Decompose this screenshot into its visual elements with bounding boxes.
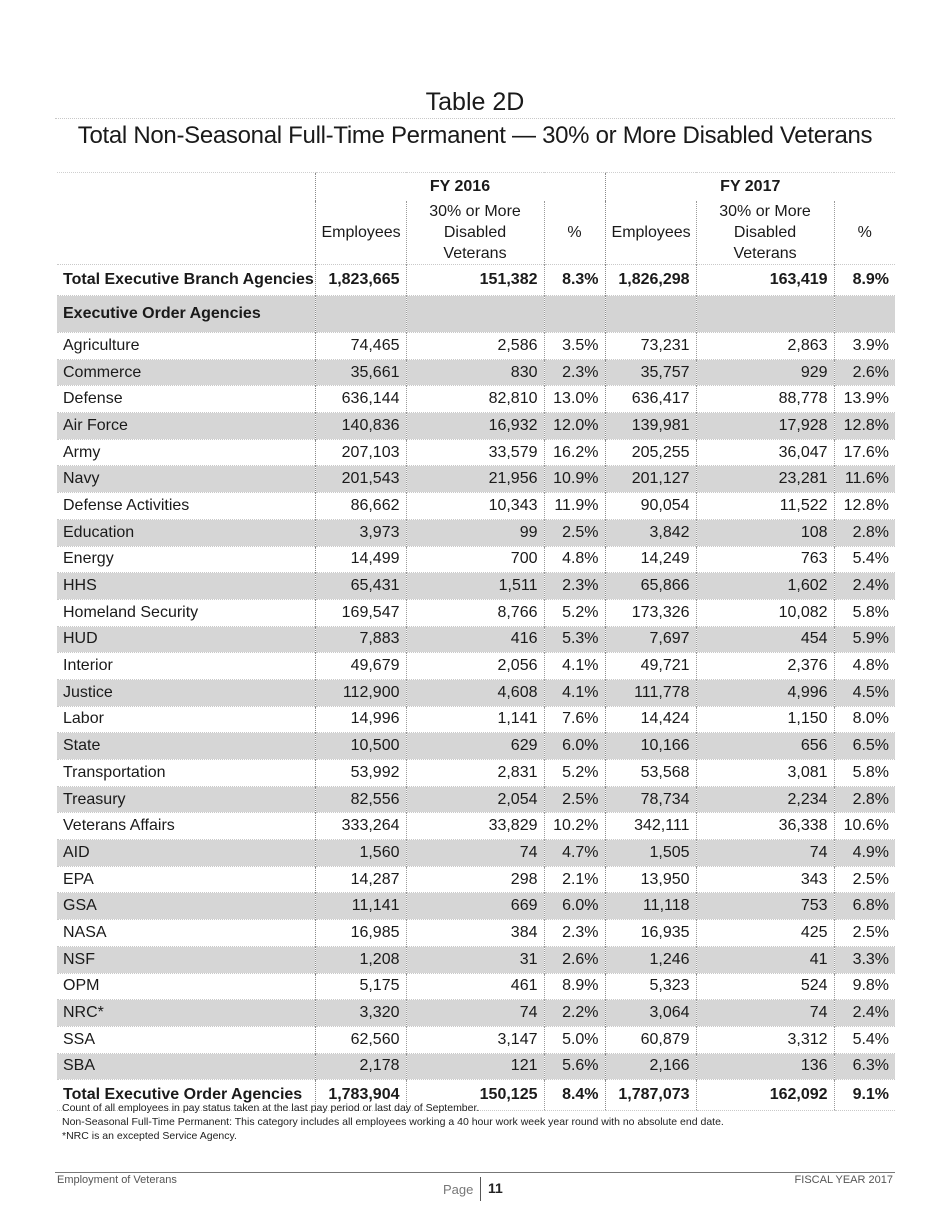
section-header-row: [57, 296, 895, 333]
fy2016-disabled-cell: 1,511: [406, 573, 544, 600]
fy2016-pct-cell: 2.3%: [544, 573, 605, 600]
fy2017-employees-cell: 636,417: [605, 386, 696, 413]
agency-name: Labor: [57, 706, 315, 733]
table-row: [57, 413, 895, 440]
fy2016-employees-cell: 201,543: [315, 466, 406, 493]
total-branch-fy2016-employees: 1,823,665: [315, 265, 406, 296]
total-branch-fy2016-pct: 8.3%: [544, 265, 605, 296]
fy2016-disabled-cell: 33,579: [406, 439, 544, 466]
fy2016-employees-cell: 14,996: [315, 706, 406, 733]
agency-name: Navy: [57, 466, 315, 493]
agency-name: Justice: [57, 679, 315, 706]
table-row: [57, 786, 895, 813]
agency-name: EPA: [57, 866, 315, 893]
fy2016-employees-cell: 14,499: [315, 546, 406, 573]
total-order-fy2016-pct: 8.4%: [544, 1080, 605, 1111]
fy2017-employees-cell: 5,323: [605, 973, 696, 1000]
blank-cell: [605, 296, 696, 333]
fy2017-disabled-cell: 656: [696, 733, 834, 760]
table-row: [57, 679, 895, 706]
fy2017-pct-cell: 2.8%: [834, 786, 895, 813]
fy2016-disabled-cell: 2,054: [406, 786, 544, 813]
fy2016-disabled-cell: 3,147: [406, 1026, 544, 1053]
fy2016-pct-header: %: [544, 201, 605, 265]
agency-name: Commerce: [57, 359, 315, 386]
fy2016-employees-cell: 7,883: [315, 626, 406, 653]
agency-name: Defense: [57, 386, 315, 413]
footnote: Count of all employees in pay status taken at the last pay period or last day of September.: [62, 1102, 480, 1114]
fy2017-pct-cell: 10.6%: [834, 813, 895, 840]
fy2016-disabled-cell: 1,141: [406, 706, 544, 733]
table-row: [57, 1000, 895, 1027]
column-header-row: [57, 201, 895, 265]
fy2017-employees-cell: 73,231: [605, 333, 696, 360]
footnote: Non-Seasonal Full-Time Permanent: This category includes all employees working a 40 hour work week year round with no absolute end date.: [62, 1116, 724, 1128]
fy2016-pct-cell: 2.1%: [544, 866, 605, 893]
fy2017-pct-cell: 4.5%: [834, 679, 895, 706]
fy2016-pct-cell: 3.5%: [544, 333, 605, 360]
fy2017-employees-cell: 49,721: [605, 653, 696, 680]
agency-name: NSF: [57, 946, 315, 973]
fy2016-pct-cell: 2.5%: [544, 786, 605, 813]
table-row: [57, 626, 895, 653]
fy2017-pct-cell: 2.4%: [834, 573, 895, 600]
fy2016-employees-cell: 1,560: [315, 840, 406, 867]
fy2016-disabled-cell: 121: [406, 1053, 544, 1080]
fy2017-employees-cell: 7,697: [605, 626, 696, 653]
fy2017-disabled-cell: 763: [696, 546, 834, 573]
table-row: [57, 386, 895, 413]
table-row: [57, 946, 895, 973]
fy2017-disabled-cell: 343: [696, 866, 834, 893]
fy2016-pct-cell: 2.6%: [544, 946, 605, 973]
agency-name: OPM: [57, 973, 315, 1000]
fy2017-disabled-cell: 88,778: [696, 386, 834, 413]
fy2016-disabled-header: 30% or More Disabled Veterans: [406, 201, 544, 265]
fy2016-employees-cell: 65,431: [315, 573, 406, 600]
fy2017-disabled-cell: 3,081: [696, 760, 834, 787]
fy2017-header: FY 2017: [605, 173, 895, 202]
table-row: [57, 893, 895, 920]
table-row: [57, 760, 895, 787]
fy2017-employees-cell: 201,127: [605, 466, 696, 493]
table-row: [57, 1026, 895, 1053]
table-number: Table 2D: [55, 86, 895, 119]
fy2016-employees-cell: 333,264: [315, 813, 406, 840]
agency-name: Education: [57, 519, 315, 546]
fy2017-pct-cell: 4.8%: [834, 653, 895, 680]
fy2017-employees-cell: 2,166: [605, 1053, 696, 1080]
total-order-label: Total Executive Order Agencies: [57, 1080, 315, 1111]
fy2017-disabled-cell: 3,312: [696, 1026, 834, 1053]
fy2016-employees-cell: 82,556: [315, 786, 406, 813]
fy2016-pct-cell: 16.2%: [544, 439, 605, 466]
fy2017-employees-cell: 1,505: [605, 840, 696, 867]
fy2016-pct-cell: 8.9%: [544, 973, 605, 1000]
page-divider: [480, 1177, 481, 1201]
blank-cell: [544, 296, 605, 333]
fy2017-disabled-cell: 36,047: [696, 439, 834, 466]
fy2017-pct-cell: 17.6%: [834, 439, 895, 466]
fy2016-disabled-cell: 629: [406, 733, 544, 760]
fy2016-disabled-cell: 99: [406, 519, 544, 546]
fy2016-employees-cell: 636,144: [315, 386, 406, 413]
fy2017-pct-cell: 2.5%: [834, 920, 895, 947]
fy2016-disabled-cell: 2,586: [406, 333, 544, 360]
table-row: [57, 733, 895, 760]
fy2017-employees-cell: 11,118: [605, 893, 696, 920]
data-table: [57, 172, 895, 1111]
agency-name: Veterans Affairs: [57, 813, 315, 840]
fy2016-pct-cell: 12.0%: [544, 413, 605, 440]
agency-name: SSA: [57, 1026, 315, 1053]
total-branch-fy2017-pct: 8.9%: [834, 265, 895, 296]
fy2016-pct-cell: 5.2%: [544, 599, 605, 626]
page-label: Page: [443, 1182, 474, 1197]
footer-rule: [55, 1172, 895, 1173]
empty-header-cell: [57, 173, 315, 202]
table-row: [57, 493, 895, 520]
fy2016-employees-cell: 112,900: [315, 679, 406, 706]
fy2017-pct-cell: 6.3%: [834, 1053, 895, 1080]
fy2017-pct-cell: 2.5%: [834, 866, 895, 893]
blank-cell: [315, 296, 406, 333]
fy2017-disabled-cell: 17,928: [696, 413, 834, 440]
total-order-fy2017-pct: 9.1%: [834, 1080, 895, 1111]
fy2016-employees-header: Employees: [315, 201, 406, 265]
fy2017-pct-cell: 6.5%: [834, 733, 895, 760]
agency-name: Energy: [57, 546, 315, 573]
total-branch-label: Total Executive Branch Agencies: [57, 265, 315, 296]
fy2016-disabled-cell: 2,056: [406, 653, 544, 680]
fy2016-pct-cell: 4.1%: [544, 653, 605, 680]
fy2017-pct-cell: 5.9%: [834, 626, 895, 653]
fy2017-pct-cell: 4.9%: [834, 840, 895, 867]
fy2017-pct-cell: 11.6%: [834, 466, 895, 493]
fy2017-employees-cell: 139,981: [605, 413, 696, 440]
fy2016-pct-cell: 5.6%: [544, 1053, 605, 1080]
fy2017-pct-cell: 5.8%: [834, 599, 895, 626]
fy2017-employees-cell: 16,935: [605, 920, 696, 947]
fy2017-pct-cell: 12.8%: [834, 413, 895, 440]
fy2017-disabled-cell: 2,863: [696, 333, 834, 360]
fy2016-employees-cell: 169,547: [315, 599, 406, 626]
fy2016-disabled-cell: 669: [406, 893, 544, 920]
fy2016-disabled-cell: 33,829: [406, 813, 544, 840]
fy2016-employees-cell: 140,836: [315, 413, 406, 440]
fy2016-pct-cell: 7.6%: [544, 706, 605, 733]
agency-name: Homeland Security: [57, 599, 315, 626]
fy2016-employees-cell: 53,992: [315, 760, 406, 787]
agency-name: Interior: [57, 653, 315, 680]
fy2016-disabled-cell: 21,956: [406, 466, 544, 493]
total-branch-fy2017-disabled: 163,419: [696, 265, 834, 296]
agency-name: HUD: [57, 626, 315, 653]
fy2017-employees-cell: 14,424: [605, 706, 696, 733]
fy2016-disabled-cell: 82,810: [406, 386, 544, 413]
fy2016-employees-cell: 74,465: [315, 333, 406, 360]
agency-name: Transportation: [57, 760, 315, 787]
fy2017-disabled-cell: 2,234: [696, 786, 834, 813]
fy2017-pct-cell: 5.4%: [834, 546, 895, 573]
fy2017-disabled-cell: 41: [696, 946, 834, 973]
fy2017-pct-cell: 3.3%: [834, 946, 895, 973]
fy2016-employees-cell: 49,679: [315, 653, 406, 680]
fy2017-employees-header: Employees: [605, 201, 696, 265]
fy2016-disabled-cell: 8,766: [406, 599, 544, 626]
table-row: [57, 1053, 895, 1080]
table-row: [57, 439, 895, 466]
table-row: [57, 840, 895, 867]
fy2017-disabled-cell: 74: [696, 1000, 834, 1027]
agency-name: Army: [57, 439, 315, 466]
agency-name: Treasury: [57, 786, 315, 813]
fy2017-employees-cell: 205,255: [605, 439, 696, 466]
fy2017-disabled-cell: 929: [696, 359, 834, 386]
table-row: [57, 813, 895, 840]
footer-report-name: Employment of Veterans: [57, 1174, 177, 1186]
table-row: [57, 359, 895, 386]
agency-name: NRC*: [57, 1000, 315, 1027]
table-row: [57, 920, 895, 947]
fy2017-disabled-header: 30% or More Disabled Veterans: [696, 201, 834, 265]
empty-subheader-cell: [57, 201, 315, 265]
fy2017-pct-cell: 13.9%: [834, 386, 895, 413]
fy2017-disabled-cell: 36,338: [696, 813, 834, 840]
total-branch-fy2017-employees: 1,826,298: [605, 265, 696, 296]
fy2016-pct-cell: 13.0%: [544, 386, 605, 413]
table-row: [57, 599, 895, 626]
fy2016-pct-cell: 10.2%: [544, 813, 605, 840]
fy2016-disabled-cell: 4,608: [406, 679, 544, 706]
fy2016-disabled-cell: 2,831: [406, 760, 544, 787]
agency-name: Defense Activities: [57, 493, 315, 520]
blank-cell: [696, 296, 834, 333]
fy2016-employees-cell: 1,208: [315, 946, 406, 973]
table-row: [57, 706, 895, 733]
fy2017-disabled-cell: 2,376: [696, 653, 834, 680]
fy2017-pct-cell: 5.4%: [834, 1026, 895, 1053]
page-number: 11: [488, 1180, 503, 1196]
fy2017-disabled-cell: 753: [696, 893, 834, 920]
total-branch-row: [57, 265, 895, 296]
fy2016-disabled-cell: 461: [406, 973, 544, 1000]
section-label: Executive Order Agencies: [57, 296, 315, 333]
fy2017-employees-cell: 53,568: [605, 760, 696, 787]
fy2017-employees-cell: 35,757: [605, 359, 696, 386]
fy2017-disabled-cell: 524: [696, 973, 834, 1000]
table-row: [57, 653, 895, 680]
agency-name: Air Force: [57, 413, 315, 440]
fy2016-employees-cell: 207,103: [315, 439, 406, 466]
table-row: [57, 866, 895, 893]
fy2016-disabled-cell: 830: [406, 359, 544, 386]
fy2016-pct-cell: 5.3%: [544, 626, 605, 653]
fy2017-employees-cell: 3,842: [605, 519, 696, 546]
fy2016-employees-cell: 3,973: [315, 519, 406, 546]
fy2017-pct-cell: 9.8%: [834, 973, 895, 1000]
fy2017-employees-cell: 111,778: [605, 679, 696, 706]
fy2017-employees-cell: 14,249: [605, 546, 696, 573]
fy2016-pct-cell: 5.0%: [544, 1026, 605, 1053]
fy2016-disabled-cell: 74: [406, 840, 544, 867]
fy2016-disabled-cell: 31: [406, 946, 544, 973]
fy2016-pct-cell: 6.0%: [544, 893, 605, 920]
fy2016-disabled-cell: 384: [406, 920, 544, 947]
fy2017-pct-cell: 2.8%: [834, 519, 895, 546]
fy2016-pct-cell: 2.5%: [544, 519, 605, 546]
table-row: [57, 333, 895, 360]
fy2016-pct-cell: 4.8%: [544, 546, 605, 573]
fy2017-employees-cell: 60,879: [605, 1026, 696, 1053]
fy2016-pct-cell: 4.7%: [544, 840, 605, 867]
fy2017-employees-cell: 3,064: [605, 1000, 696, 1027]
fy2016-disabled-cell: 416: [406, 626, 544, 653]
fy2016-pct-cell: 4.1%: [544, 679, 605, 706]
table-row: [57, 519, 895, 546]
total-order-fy2016-employees: 1,783,904: [315, 1080, 406, 1111]
fiscal-year-header-row: [57, 173, 895, 202]
fy2017-employees-cell: 65,866: [605, 573, 696, 600]
fy2016-pct-cell: 2.3%: [544, 920, 605, 947]
fy2017-pct-header: %: [834, 201, 895, 265]
fy2017-pct-cell: 3.9%: [834, 333, 895, 360]
fy2017-disabled-cell: 23,281: [696, 466, 834, 493]
agency-name: State: [57, 733, 315, 760]
fy2016-employees-cell: 35,661: [315, 359, 406, 386]
fy2016-pct-cell: 5.2%: [544, 760, 605, 787]
fy2017-employees-cell: 1,246: [605, 946, 696, 973]
fy2016-employees-cell: 11,141: [315, 893, 406, 920]
fy2016-header: FY 2016: [315, 173, 605, 202]
fy2016-employees-cell: 16,985: [315, 920, 406, 947]
fy2017-pct-cell: 2.6%: [834, 359, 895, 386]
total-order-fy2017-disabled: 162,092: [696, 1080, 834, 1111]
blank-cell: [406, 296, 544, 333]
fy2017-pct-cell: 12.8%: [834, 493, 895, 520]
fy2016-employees-cell: 86,662: [315, 493, 406, 520]
fy2016-disabled-cell: 700: [406, 546, 544, 573]
fy2017-pct-cell: 5.8%: [834, 760, 895, 787]
footer-fiscal-year: FISCAL YEAR 2017: [794, 1174, 893, 1186]
fy2017-employees-cell: 78,734: [605, 786, 696, 813]
fy2016-disabled-cell: 298: [406, 866, 544, 893]
fy2016-employees-cell: 3,320: [315, 1000, 406, 1027]
fy2016-employees-cell: 10,500: [315, 733, 406, 760]
fy2016-pct-cell: 2.3%: [544, 359, 605, 386]
agency-name: AID: [57, 840, 315, 867]
total-branch-fy2016-disabled: 151,382: [406, 265, 544, 296]
fy2016-employees-cell: 14,287: [315, 866, 406, 893]
footnotes: [62, 1101, 724, 1143]
fy2017-disabled-cell: 10,082: [696, 599, 834, 626]
fy2017-pct-cell: 2.4%: [834, 1000, 895, 1027]
fy2017-disabled-cell: 11,522: [696, 493, 834, 520]
agency-name: NASA: [57, 920, 315, 947]
fy2016-pct-cell: 6.0%: [544, 733, 605, 760]
agency-name: GSA: [57, 893, 315, 920]
blank-cell: [834, 296, 895, 333]
fy2017-disabled-cell: 1,602: [696, 573, 834, 600]
fy2016-pct-cell: 11.9%: [544, 493, 605, 520]
fy2016-disabled-cell: 16,932: [406, 413, 544, 440]
table-row: [57, 973, 895, 1000]
fy2017-employees-cell: 90,054: [605, 493, 696, 520]
fy2016-employees-cell: 62,560: [315, 1026, 406, 1053]
table-row: [57, 573, 895, 600]
fy2017-disabled-cell: 136: [696, 1053, 834, 1080]
fy2017-employees-cell: 342,111: [605, 813, 696, 840]
fy2017-disabled-cell: 108: [696, 519, 834, 546]
table-title: Total Non-Seasonal Full-Time Permanent — 30% or More Disabled Veterans: [77, 122, 873, 149]
table-row: [57, 466, 895, 493]
fy2017-disabled-cell: 4,996: [696, 679, 834, 706]
agency-name: Agriculture: [57, 333, 315, 360]
total-order-fy2016-disabled: 150,125: [406, 1080, 544, 1111]
fy2017-disabled-cell: 425: [696, 920, 834, 947]
fy2017-pct-cell: 8.0%: [834, 706, 895, 733]
fy2016-disabled-cell: 74: [406, 1000, 544, 1027]
agency-name: HHS: [57, 573, 315, 600]
footnote: *NRC is an excepted Service Agency.: [62, 1130, 237, 1142]
fy2017-disabled-cell: 454: [696, 626, 834, 653]
fy2016-pct-cell: 10.9%: [544, 466, 605, 493]
table-row: [57, 546, 895, 573]
fy2017-employees-cell: 13,950: [605, 866, 696, 893]
total-order-fy2017-employees: 1,787,073: [605, 1080, 696, 1111]
fy2017-pct-cell: 6.8%: [834, 893, 895, 920]
fy2016-disabled-cell: 10,343: [406, 493, 544, 520]
agency-name: SBA: [57, 1053, 315, 1080]
fy2017-disabled-cell: 1,150: [696, 706, 834, 733]
fy2016-employees-cell: 2,178: [315, 1053, 406, 1080]
fy2016-employees-cell: 5,175: [315, 973, 406, 1000]
fy2017-employees-cell: 10,166: [605, 733, 696, 760]
fy2016-pct-cell: 2.2%: [544, 1000, 605, 1027]
fy2017-disabled-cell: 74: [696, 840, 834, 867]
fy2017-employees-cell: 173,326: [605, 599, 696, 626]
